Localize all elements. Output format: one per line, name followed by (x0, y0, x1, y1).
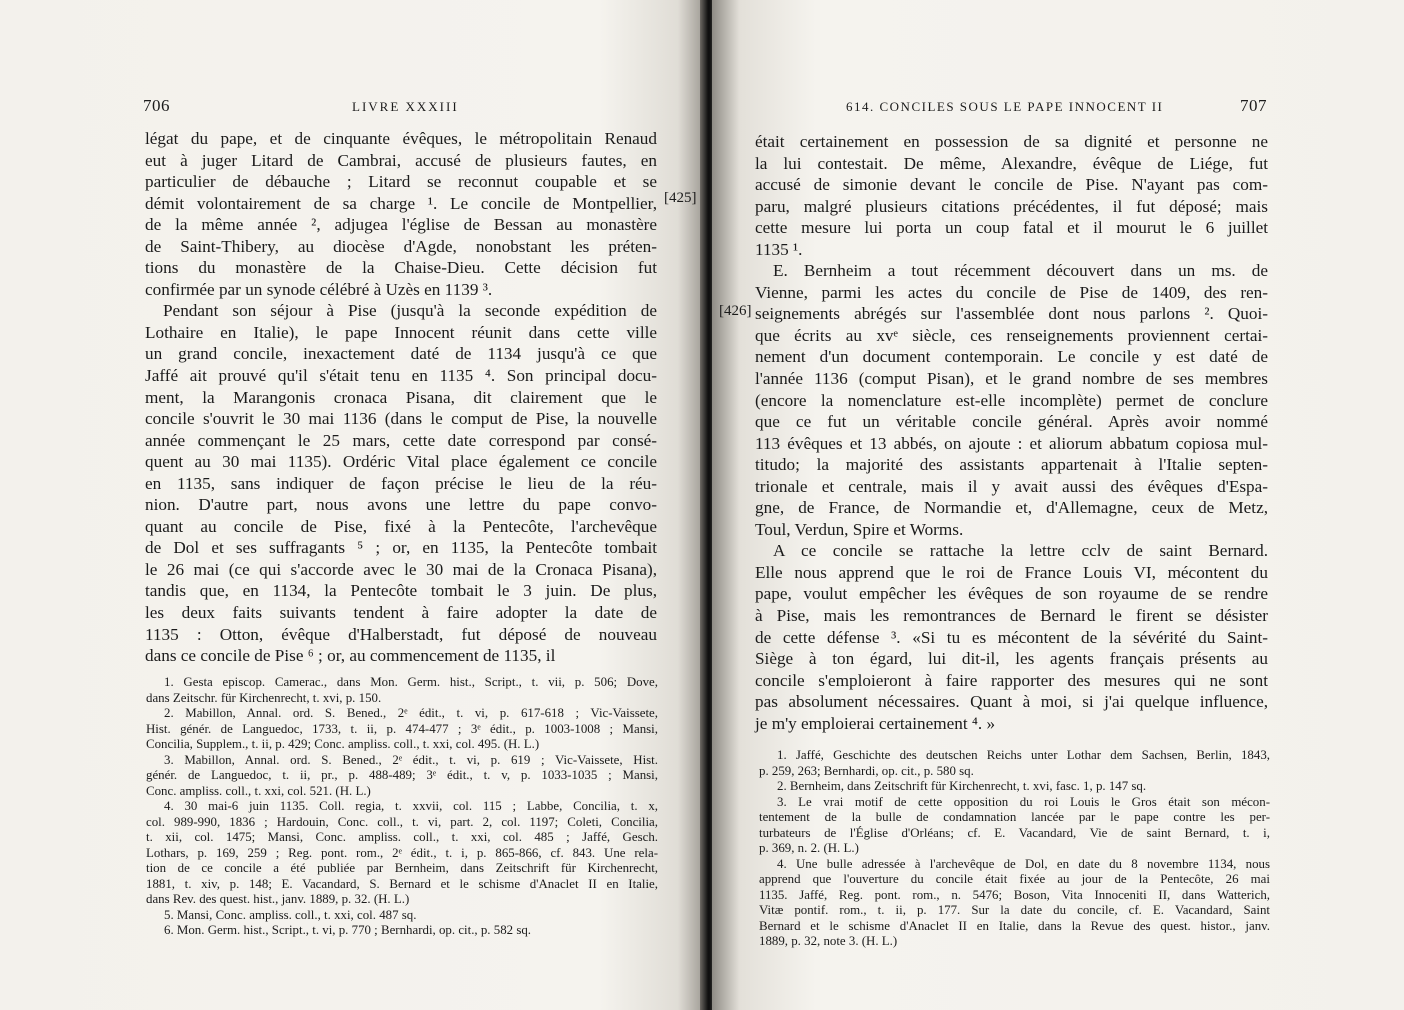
text-line: en 1135, sans indiquer de façon précise le lieu de la réu- (145, 473, 657, 493)
footnote-line: Lothars, p. 169, 259 ; Reg. pont. rom., 2ᵉ édit., t. i, p. 865-866, cf. 843. Une rela- (146, 845, 658, 860)
text-line: dans ce concile de Pise ⁶ ; or, au commencement de 1135, il (145, 646, 556, 666)
text-line: pape, voulut empêcher les évêques de son royaume de se rendre (755, 584, 1268, 604)
text-line: concile s'ouvrit le 30 mai 1136 (dans le comput de Pise, la nouvelle (145, 409, 657, 429)
text-line: particulier de débauche ; Litard se reconnut coupable et se (145, 172, 657, 192)
text-line: accusé de simonie devant le concile de Pise. N'ayant pas com- (755, 175, 1268, 195)
footnote-line: 1135. Jaffé, Reg. pont. rom., n. 5476; Boson, Vita Innoceniti II, dans Watterich, (759, 887, 1270, 902)
footnote-line: tentement de la bulle de condamnation lancée par le pape contre les per- (759, 810, 1270, 824)
footnote-line: turbateurs de l'Église d'Orléans; cf. E. Vacandard, Vie de saint Bernard, t. i, (759, 825, 1270, 840)
footnote-line: p. 369, n. 2. (H. L.) (759, 841, 859, 855)
text-line: cette mesure lui porta un coup fatal et il mourut le 6 juillet (755, 218, 1268, 238)
footnote-line: dans Rev. des quest. hist., janv. 1889, p. 32. (H. L.) (146, 892, 410, 906)
text-line: Lothaire en Italie), le pape Innocent réunit dans cette ville (145, 322, 657, 342)
footnote-line: 4. Une bulle adressée à l'archevêque de Dol, en date du 8 novembre 1134, nous (777, 856, 1270, 871)
footnote-line: 1881, t. xiv, p. 148; E. Vacandard, S. Bernard et le schisme d'Anaclet II en Italie, (146, 876, 658, 891)
text-line: Pendant son séjour à Pise (jusqu'à la seconde expédition de (163, 301, 657, 321)
text-line: Elle nous apprend que le roi de France Louis VI, mécontent du (755, 562, 1268, 582)
text-line: E. Bernheim a tout récemment découvert dans un ms. de (773, 261, 1268, 281)
text-line: nion. D'autre part, nous avons une lettre du pape convo- (145, 495, 657, 515)
text-line: Toul, Verdun, Spire et Worms. (755, 519, 964, 539)
footnote-line: Conc. ampliss. coll., t. xxi, col. 521. (H. L.) (146, 783, 371, 798)
footnote-line: 2. Bernheim, dans Zeitschrift für Kirchenrecht, t. xvi, fasc. 1, p. 147 sq. (777, 779, 1147, 793)
text-line: nement d'un document contemporain. Le concile y est daté de (755, 347, 1268, 367)
text-line: le 26 mai (ce qui s'accorde avec le 30 mai de la Cronaca Pisana), (145, 559, 657, 579)
text-line: ment, la Marangonis cronaca Pisana, dit clairement que le (145, 387, 657, 407)
footnotes (759, 748, 1270, 950)
marginal-page-ref: [425] (664, 190, 697, 206)
body-text (145, 128, 657, 667)
text-line: 1135 ¹. (755, 239, 803, 259)
text-line: démit volontairement de sa charge ¹. Le concile de Montpellier, (145, 193, 657, 213)
text-line: tions du monastère de la Chaise-Dieu. Cette décision fut (145, 258, 657, 278)
text-line: pas absolument nécessaires. Quant à moi, si j'ai quelque influence, (755, 692, 1268, 712)
text-line: année commençant le 25 mars, cette date correspond par consé- (145, 430, 657, 450)
footnote-line: Bernard et le schisme d'Anaclet II en Italie, dans la Revue des quest. histor., janv. (759, 918, 1270, 933)
body-text (755, 131, 1268, 734)
text-line: tandis que, en 1134, la Pentecôte tombait le 3 juin. De plus, (145, 581, 657, 601)
text-line: eut à juger Litard de Cambrai, accusé de plusieurs fautes, en (145, 150, 657, 170)
text-line: (encore la nomenclature est-elle incomplète) permet de conclure (755, 390, 1268, 410)
text-line: confirmée par un synode célébré à Uzès en 1139 ³. (145, 279, 493, 299)
right-page (712, 0, 1404, 1010)
text-line: que ce fut un véritable concile général. Après avoir nommé (755, 412, 1268, 432)
text-line: A ce concile se rattache la lettre cclv de saint Bernard. (773, 541, 1268, 561)
text-line: gne, de France, de Normandie et, d'Allemagne, ceux de Metz, (755, 498, 1268, 518)
text-line: je m'y emploierai certainement ⁴. » (755, 713, 996, 733)
footnote-line: apprend que l'ouverture du concile était fixée au jour de la Pentecôte, 26 mai (759, 872, 1270, 886)
running-head: 614. CONCILES SOUS LE PAPE INNOCENT II (846, 99, 1164, 114)
page-number: 707 (1240, 96, 1267, 115)
footnotes (146, 675, 658, 939)
footnote-line: Concilia, Supplem., t. ii, p. 429; Conc. ampliss. coll., t. xxi, col. 495. (H. L.) (146, 737, 540, 751)
footnote-line: Vitæ pontif. rom., t. ii, p. 177. Sur la date du concile, cf. E. Vacandard, Saint (759, 903, 1270, 917)
footnote-line: 4. 30 mai-6 juin 1135. Coll. regia, t. xxvii, col. 115 ; Labbe, Concilia, t. x, (164, 799, 658, 813)
footnote-line: p. 259, 263; Bernhardi, op. cit., p. 580 sq. (759, 763, 974, 778)
text-line: 113 évêques et 13 abbés, on ajoute : et aliorum abbatum copiosa mul- (755, 433, 1268, 453)
text-line: l'année 1136 (comput Pisan), et le grand nombre de ses membres (755, 369, 1268, 389)
footnote-line: 1. Jaffé, Geschichte des deutschen Reichs unter Lothar dem Sachsen, Berlin, 1843, (777, 748, 1270, 762)
text-line: un grand concile, inexactement daté de 1134 jusqu'à ce que (145, 344, 657, 364)
text-line: de la même année ², adjugea l'église de Bessan au monastère (145, 215, 657, 235)
text-line: légat du pape, et de cinquante évêques, le métropolitain Renaud (145, 129, 657, 148)
footnote-line: génér. de Languedoc, t. ii, pr., p. 488-489; 3ᵉ édit., t. v, p. 1033-1035 ; Mansi, (146, 768, 658, 782)
marginal-page-ref: [426] (719, 303, 752, 319)
page-number: 706 (143, 96, 170, 115)
footnote-line: 3. Le vrai motif de cette opposition du roi Louis le Gros était son mécon- (777, 794, 1270, 809)
text-line: concile s'emploieront à faire rapporter des mesures qui ne sont (755, 670, 1268, 690)
footnote-line: 5. Mansi, Conc. ampliss. coll., t. xxi, col. 487 sq. (164, 907, 417, 922)
footnote-line: 1889, p. 32, note 3. (H. L.) (759, 934, 898, 948)
text-line: les deux faits suivants tendent à faire adopter la date de (145, 603, 657, 623)
running-head: LIVRE XXXIII (352, 99, 459, 114)
text-line: de Dol et ses suffragants ⁵ ; or, en 1135, la Pentecôte tombait (145, 538, 657, 558)
footnote-line: t. xii, col. 1475; Mansi, Conc. ampliss. coll., t. xxi, col. 485 ; Jaffé, Gesch. (146, 830, 658, 844)
text-line: quant au concile de Pise, fixé à la Pentecôte, l'archevêque (145, 516, 657, 536)
text-line: paru, malgré plusieurs citations précédentes, il fut déposé; mais (755, 196, 1268, 216)
footnote-line: 1. Gesta episcop. Camerac., dans Mon. Germ. hist., Script., t. vii, p. 506; Dove, (164, 675, 658, 689)
text-line: Jaffé ait prouvé qu'il s'était tenu en 1135 ⁴. Son principal docu- (145, 366, 657, 386)
text-line: 1135 : Otton, évêque d'Halberstadt, fut déposé de nouveau (145, 624, 657, 644)
text-line: seignements abrégés sur l'assemblée dont nous parlons ². Quoi- (755, 304, 1268, 324)
footnote-line: Hist. génér. de Languedoc, 1733, t. ii, p. 474-477 ; 3ᵉ édit., p. 1003-1008 ; Mansi, (146, 721, 658, 736)
text-line: Vienne, parmi les actes du concile de Pise de 1409, des ren- (755, 282, 1268, 302)
text-line: Siège à ton égard, lui dit-il, les agents français présents au (755, 649, 1268, 669)
text-line: de Saint-Thibery, au diocèse d'Agde, nonobstant les préten- (145, 236, 657, 256)
footnote-line: 2. Mabillon, Annal. ord. S. Bened., 2ᵉ édit., t. vi, p. 617-618 ; Vic-Vaissete, (164, 706, 658, 720)
footnote-line: col. 989-990, 1836 ; Hardouin, Conc. coll., t. vi, part. 2, col. 1197; Coleti, Concilia, (146, 814, 658, 829)
footnote-line: dans Zeitschr. für Kirchenrecht, t. xvi, p. 150. (146, 690, 382, 705)
text-line: que écrits au xvᵉ siècle, ces renseignements proviennent certai- (755, 325, 1268, 345)
footnote-line: tion de ce concile a été publiée par Bernheim, dans Zeitschrift für Kirchenrecht, (146, 861, 658, 875)
text-line: à Pise, mais les remontrances de Bernard le firent se désister (755, 606, 1268, 626)
footnote-line: 3. Mabillon, Annal. ord. S. Bened., 2ᵉ édit., t. vi, p. 619 ; Vic-Vaissete, Hist. (164, 752, 658, 767)
text-line: la lui contestait. De même, Alexandre, évêque de Liége, fut (755, 153, 1268, 173)
text-line: était certainement en possession de sa dignité et personne ne (755, 132, 1268, 151)
text-line: de cette défense ³. «Si tu es mécontent de la sévérité du Saint- (755, 627, 1268, 647)
footnote-line: 6. Mon. Germ. hist., Script., t. vi, p. 770 ; Bernhardi, op. cit., p. 582 sq. (164, 923, 531, 937)
text-line: titudo; la majorité des assistants appartenait à l'Italie septen- (755, 455, 1268, 475)
text-line: trionale et centrale, mais il y avait aussi des évêques d'Espa- (755, 476, 1268, 496)
text-line: quent au 30 mai 1135). Ordéric Vital place également ce concile (145, 452, 657, 472)
